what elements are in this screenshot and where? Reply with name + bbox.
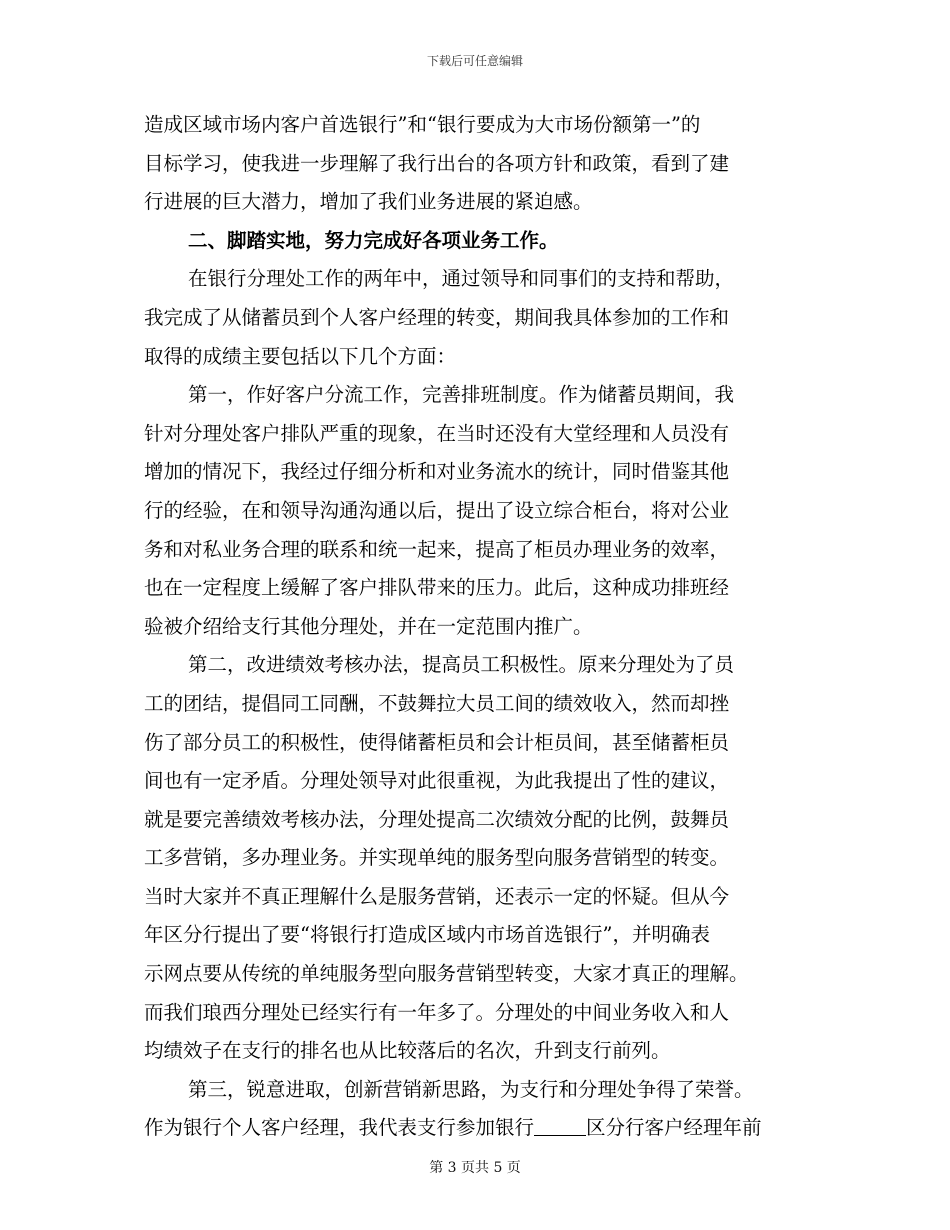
text-line: 间也有一定矛盾。分理处领导对此很重视，为此我提出了性的建议， bbox=[144, 769, 730, 793]
text-line: 行的经验，在和领导沟通沟通以后，提出了设立综合柜台，将对公业 bbox=[144, 498, 730, 522]
text-line: 示网点要从传统的单纯服务型向服务营销型转变，大家才真正的理解。 bbox=[144, 962, 749, 986]
fill-in-blank bbox=[534, 1117, 586, 1136]
text-line: 目标学习，使我进一步理解了我行出台的各项方针和政策，看到了建 bbox=[144, 151, 730, 175]
text-line: 针对分理处客户排队严重的现象，在当时还没有大堂经理和人员没有 bbox=[144, 421, 730, 445]
text-line: 就是要完善绩效考核办法，分理处提高二次绩效分配的比例，鼓舞员 bbox=[144, 807, 730, 831]
text-line: 工的团结，提倡同工同酬，不鼓舞拉大员工间的绩效收入，然而却挫 bbox=[144, 691, 730, 715]
section-heading: 二、脚踏实地，努力完成好各项业务工作。 bbox=[188, 228, 559, 252]
text-line-with-blank bbox=[144, 1109, 809, 1148]
text-line: 我完成了从储蓄员到个人客户经理的转变，期间我具体参加的工作和 bbox=[144, 305, 730, 329]
text-line: 第三，锐意进取，创新营销新思路，为支行和分理处争得了荣誉。 bbox=[188, 1077, 754, 1101]
text-line: 年区分行提出了要“将银行打造成区域内市场首选银行”，并明确表 bbox=[144, 923, 710, 947]
text-line: 工多营销，多办理业务。并实现单纯的服务型向服务营销型的转变。 bbox=[144, 846, 730, 870]
text-line: 造成区域市场内客户首选银行”和“银行要成为大市场份额第一”的 bbox=[144, 113, 701, 136]
text-line: 均绩效子在支行的排名也从比较落后的名次，升到支行前列。 bbox=[144, 1039, 671, 1063]
text-line: 当时大家并不真正理解什么是服务营销，还表示一定的怀疑。但从今 bbox=[144, 884, 730, 908]
text-line: 而我们琅西分理处已经实行有一年多了。分理处的中间业务收入和人 bbox=[144, 1000, 730, 1024]
text-line: 也在一定程度上缓解了客户排队带来的压力。此后，这种成功排班经 bbox=[144, 576, 730, 600]
text-line: 伤了部分员工的积极性，使得储蓄柜员和会计柜员间，甚至储蓄柜员 bbox=[144, 730, 730, 754]
text-line: 务和对私业务合理的联系和统一起来，提高了柜员办理业务的效率， bbox=[144, 537, 730, 561]
text-line: 行进展的巨大潜力，增加了我们业务进展的紧迫感。 bbox=[144, 190, 593, 214]
text-line: 第一，作好客户分流工作，完善排班制度。作为储蓄员期间，我 bbox=[188, 383, 735, 407]
page-footer: 第 3 页共 5 页 bbox=[429, 1160, 521, 1176]
page-header: 下载后可任意编辑 bbox=[426, 54, 523, 68]
text-segment: 作为银行个人客户经理，我代表支行参加银行 bbox=[144, 1116, 535, 1140]
text-line: 第二，改进绩效考核办法，提高员工积极性。原来分理处为了员 bbox=[188, 653, 735, 677]
text-line: 验被介绍给支行其他分理处，并在一定范围内推广。 bbox=[144, 614, 593, 638]
text-segment: 区分行客户经理年前 bbox=[586, 1116, 762, 1140]
text-line: 在银行分理处工作的两年中，通过领导和同事们的支持和帮助， bbox=[188, 267, 735, 291]
text-line: 取得的成绩主要包括以下几个方面： bbox=[144, 344, 457, 368]
text-line: 增加的情况下，我经过仔细分析和对业务流水的统计，同时借鉴其他 bbox=[144, 460, 730, 484]
document-body bbox=[144, 106, 809, 1148]
